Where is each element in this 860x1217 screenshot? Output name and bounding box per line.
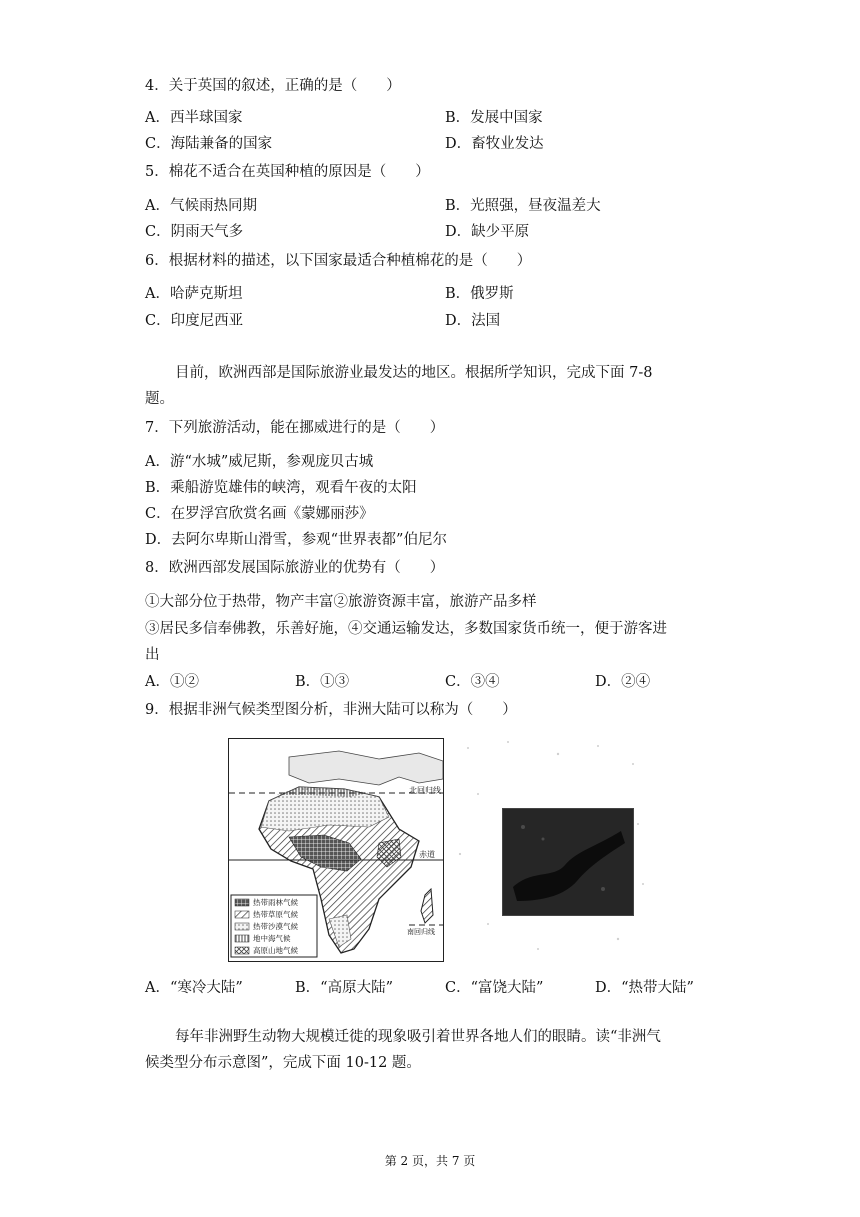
q7-option-b: B．乘船游览雄伟的峡湾，观看午夜的太阳 (145, 480, 417, 496)
q9-option-c: C．“富饶大陆” (445, 980, 544, 996)
q7-option-d: D．去阿尔卑斯山滑雪，参观“世界表都”伯尼尔 (145, 532, 447, 548)
q5-option-c: C．阴雨天气多 (145, 224, 244, 240)
legend-rainforest: 热带雨林气候 (253, 898, 298, 907)
legend-desert: 热带沙漠气候 (253, 922, 298, 931)
q8-option-d: D．②④ (595, 674, 651, 690)
q4-option-d: D．畜牧业发达 (445, 136, 544, 152)
dark-photo-image (502, 808, 634, 916)
passage-10-12-line2: 候类型分布示意图”，完成下面 10-12 题。 (145, 1055, 421, 1071)
legend-mediterranean: 地中海气候 (253, 934, 291, 943)
page-number-footer: 第 2 页，共 7 页 (384, 1154, 476, 1168)
q4-option-a: A．西半球国家 (145, 110, 243, 126)
passage-10-12-line1: 每年非洲野生动物大规模迁徙的现象吸引着世界各地人们的眼睛。读“非洲气 (175, 1029, 661, 1045)
tropic-of-capricorn-label: 南回归线 (407, 928, 435, 936)
q8-option-b: B．①③ (295, 674, 350, 690)
q9-option-a: A．“寒冷大陆” (145, 980, 243, 996)
q9-option-b: B．“高原大陆” (295, 980, 393, 996)
q8-option-c: C．③④ (445, 674, 500, 690)
q8-option-a: A．①② (145, 674, 199, 690)
equator-label: 赤道 (419, 850, 435, 859)
q6-option-d: D．法国 (445, 313, 501, 329)
q7-option-a: A．游“水城”威尼斯，参观庞贝古城 (145, 454, 374, 470)
q5-option-a: A．气候雨热同期 (145, 198, 257, 214)
q6-option-a: A．哈萨克斯坦 (145, 286, 243, 302)
question-7-stem: 7．下列旅游活动，能在挪威进行的是（ ） (145, 420, 445, 436)
q5-option-b: B．光照强，昼夜温差大 (445, 198, 601, 214)
q6-option-c: C．印度尼西亚 (145, 313, 244, 329)
q4-option-c: C．海陆兼备的国家 (145, 136, 273, 152)
tropic-of-cancer-label: 北回归线 (409, 786, 441, 795)
q4-option-b: B．发展中国家 (445, 110, 543, 126)
question-8-stem: 8．欧洲西部发展国际旅游业的优势有（ ） (145, 560, 445, 576)
q8-statement-2: ③居民多信奉佛教，乐善好施，④交通运输发达，多数国家货币统一，便于游客进 (145, 621, 667, 637)
q9-option-d: D．“热带大陆” (595, 980, 694, 996)
q6-option-b: B．俄罗斯 (445, 286, 514, 302)
legend-highland: 高原山地气候 (253, 946, 298, 955)
q7-option-c: C．在罗浮宫欣赏名画《蒙娜丽莎》 (145, 506, 374, 522)
question-4-stem: 4．关于英国的叙述，正确的是（ ） (145, 78, 401, 94)
q5-option-d: D．缺少平原 (445, 224, 530, 240)
question-5-stem: 5．棉花不适合在英国种植的原因是（ ） (145, 164, 430, 180)
question-9-stem: 9．根据非洲气候类型图分析，非洲大陆可以称为（ ） (145, 702, 517, 718)
passage-7-8-line2: 题。 (145, 391, 174, 407)
africa-climate-figure (228, 734, 648, 969)
africa-climate-map (228, 738, 444, 962)
question-6-stem: 6．根据材料的描述，以下国家最适合种植棉花的是（ ） (145, 253, 532, 269)
q8-statement-3: 出 (145, 647, 160, 663)
q8-statement-1: ①大部分位于热带，物产丰富②旅游资源丰富，旅游产品多样 (145, 594, 537, 610)
legend-savanna: 热带草原气候 (253, 910, 298, 919)
passage-7-8-line1: 目前，欧洲西部是国际旅游业最发达的地区。根据所学知识，完成下面 7-8 (175, 365, 653, 381)
